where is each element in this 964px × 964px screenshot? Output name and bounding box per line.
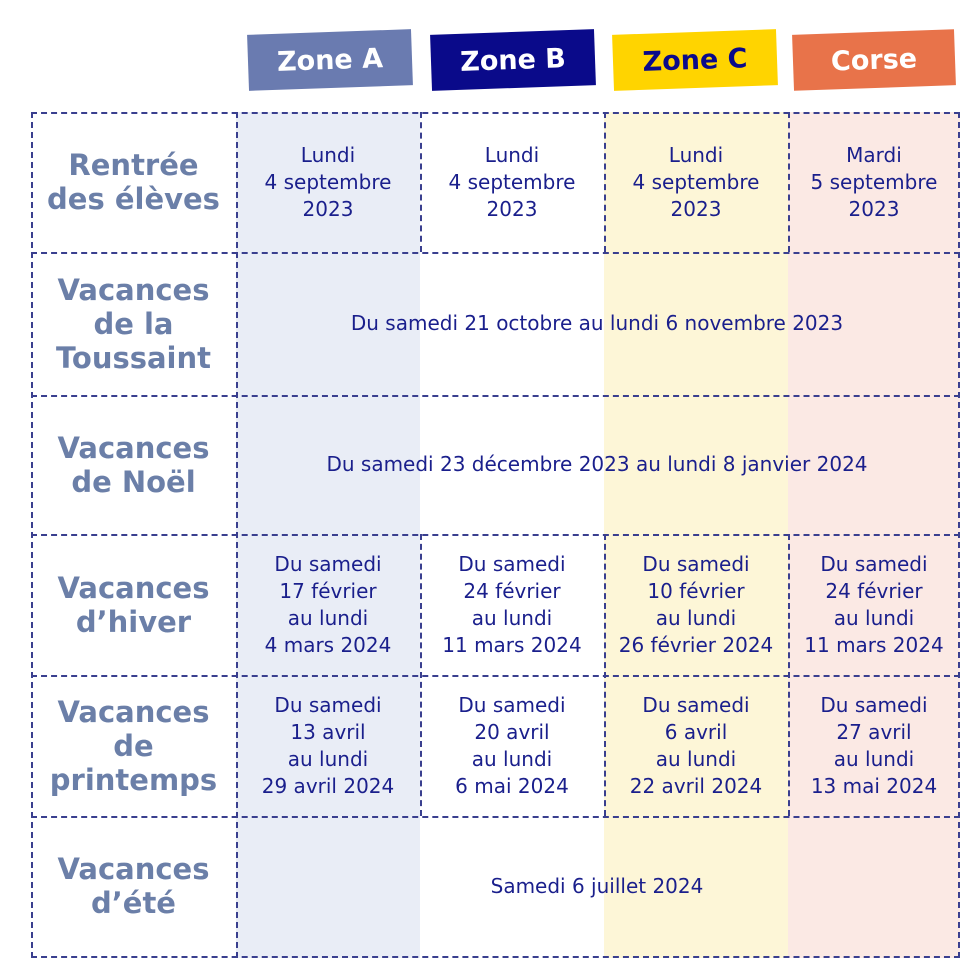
zone-c-label: Zone C [642,42,748,78]
row-label-noel: Vacances de Noël [57,430,210,499]
cell-rentree-zone-b: Lundi 4 septembre 2023 [448,142,576,221]
corse-label: Corse [830,43,918,77]
row-label-hiver: Vacances d’hiver [57,570,210,639]
cell-rentree-zone-c: Lundi 4 septembre 2023 [632,142,760,221]
cell-hiver-corse: Du samedi 24 février au lundi 11 mars 2024 [804,551,944,657]
cell-noel-all-zones: Du samedi 23 décembre 2023 au lundi 8 janvier 2024 [326,452,868,476]
corse-tag [792,29,956,91]
row-divider [31,956,960,958]
school-calendar-table [31,112,960,958]
cell-ete-all-zones: Samedi 6 juillet 2024 [490,873,704,898]
cell-printemps-zone-a: Du samedi 13 avril au lundi 29 avril 2024 [261,692,395,798]
zone-b-tag [430,29,596,91]
cell-hiver-zone-b: Du samedi 24 février au lundi 11 mars 2024 [442,551,582,657]
row-label-rentree: Rentrée des élèves [47,148,220,216]
zone-a-label: Zone A [276,42,384,78]
cell-printemps-zone-b: Du samedi 20 avril au lundi 6 mai 2024 [455,692,569,798]
cell-rentree-zone-a: Lundi 4 septembre 2023 [264,142,392,221]
cell-printemps-corse: Du samedi 27 avril au lundi 13 mai 2024 [810,692,938,798]
row-label-printemps: Vacances de printemps [49,694,218,797]
cell-rentree-corse: Mardi 5 septembre 2023 [810,142,938,221]
cell-hiver-zone-a: Du samedi 17 février au lundi 4 mars 2024 [264,551,392,657]
zone-b-label: Zone B [459,42,567,78]
cell-hiver-zone-c: Du samedi 10 février au lundi 26 février 2024 [618,551,774,657]
cell-toussaint-all-zones: Du samedi 21 octobre au lundi 6 novembre 2023 [350,311,844,335]
cell-printemps-zone-c: Du samedi 6 avril au lundi 22 avril 2024 [629,692,763,798]
row-label-ete: Vacances d’été [57,852,210,920]
zone-a-tag [247,29,413,91]
zone-c-tag [612,29,778,91]
row-label-toussaint: Vacances de la Toussaint [55,272,212,375]
